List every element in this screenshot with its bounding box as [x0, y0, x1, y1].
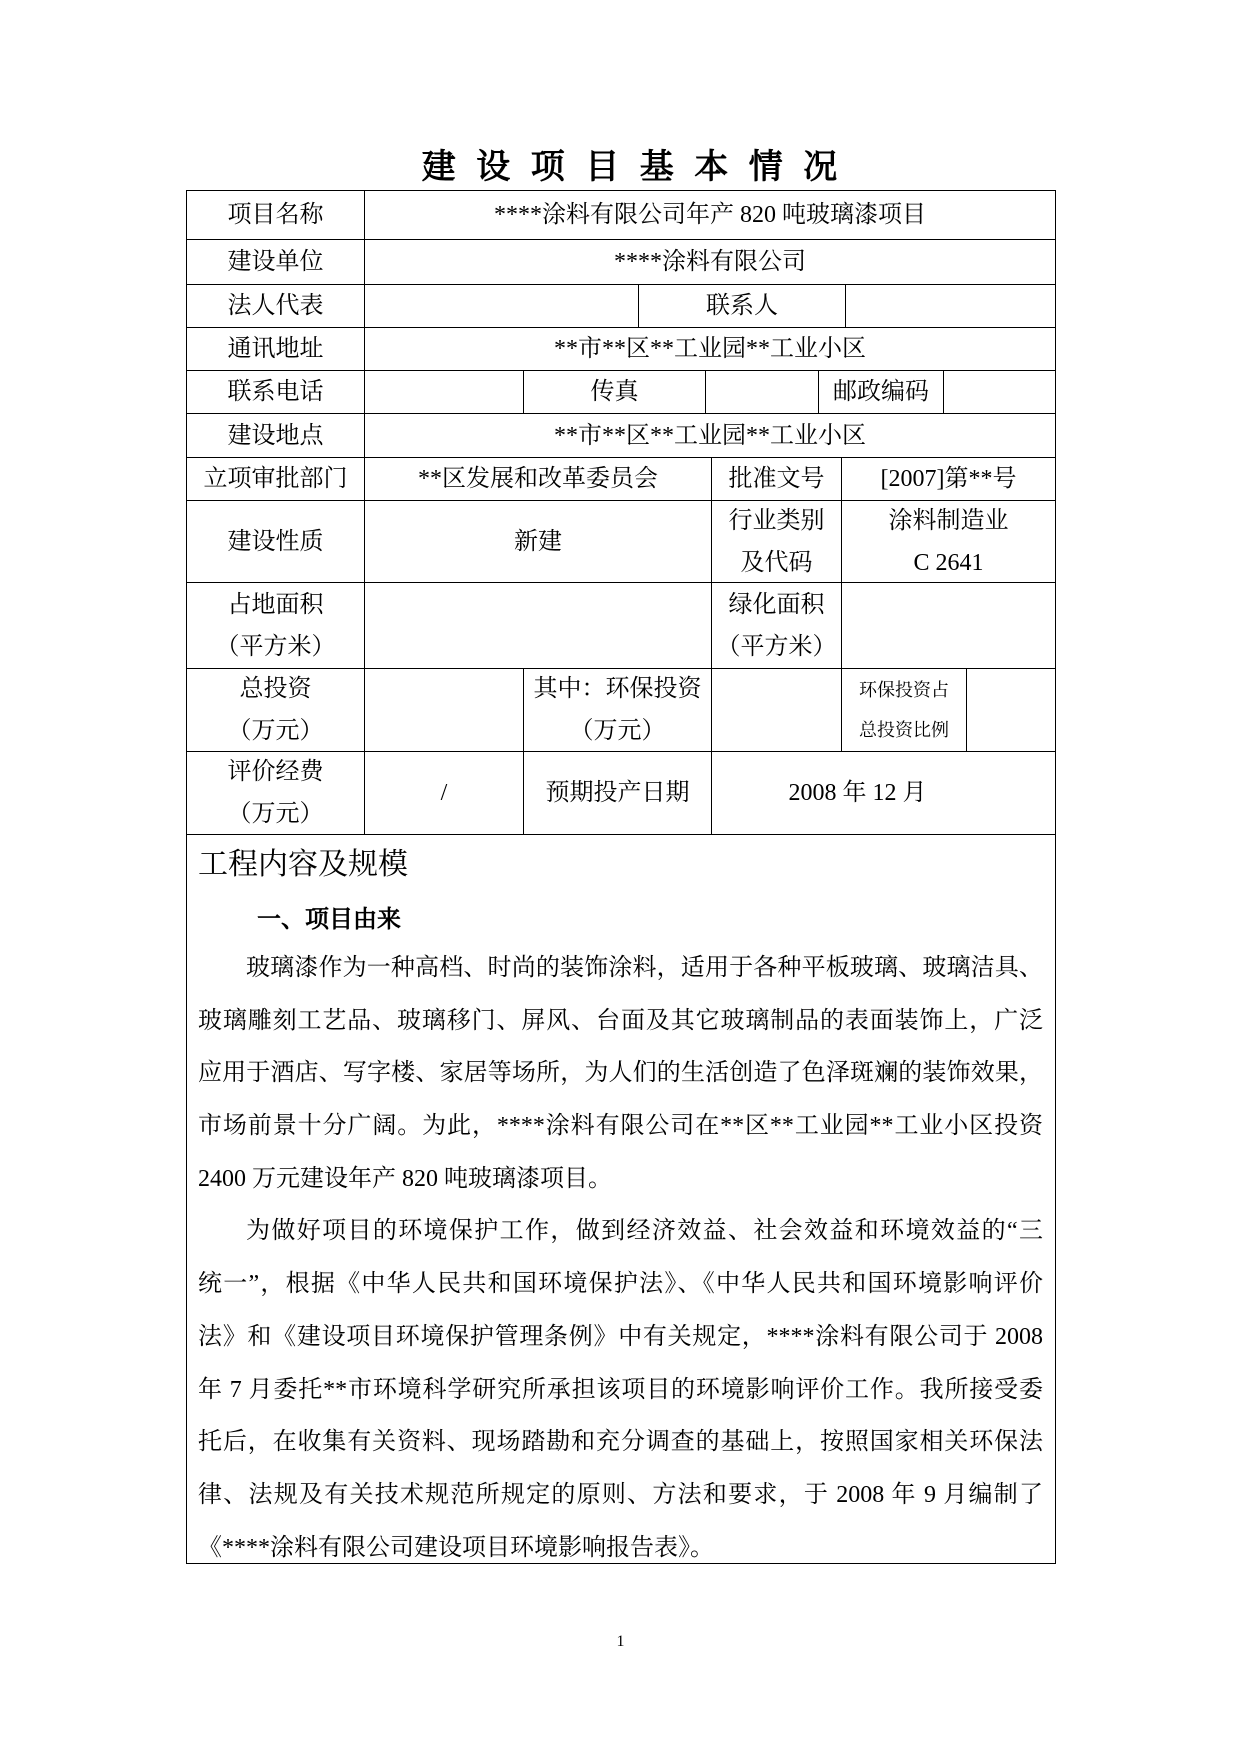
legal-representative-label: 法人代表	[186, 284, 365, 328]
expected-production-date-label: 预期投产日期	[523, 751, 712, 835]
green-area-value	[841, 582, 1056, 669]
industry-category-value	[841, 500, 1056, 583]
paragraph-2-line-1: 为做好项目的环境保护工作，做到经济效益、社会效益和环境效益的“三	[246, 1218, 1043, 1245]
contact-person-label: 联系人	[638, 284, 846, 328]
mailing-address-value: **市**区**工业园**工业小区	[364, 327, 1056, 371]
paragraph-1-line-3: 应用于酒店、写字楼、家居等场所，为人们的生活创造了色泽斑斓的装饰效果，	[198, 1060, 1043, 1087]
assessment-fee-label-line-2: （万元）	[227, 801, 324, 827]
contact-person-value	[845, 284, 1056, 328]
environmental-investment-ratio-label-line-2: 总投资比例	[859, 720, 949, 740]
environmental-investment-ratio-label	[841, 668, 967, 752]
construction-nature-label: 建设性质	[186, 500, 365, 583]
section-title: 一、项目由来	[257, 907, 401, 933]
assessment-fee-label-line-1: 评价经费	[227, 759, 324, 785]
paragraph-2-line-4: 年 7 月委托**市环境科学研究所承担该项目的环境影响评价工作。我所接受委	[198, 1376, 1043, 1403]
industry-category-label	[711, 500, 842, 583]
content-heading: 工程内容及规模	[198, 848, 408, 881]
mailing-address-label: 通讯地址	[186, 327, 365, 371]
construction-unit-value: ****涂料有限公司	[364, 239, 1056, 285]
assessment-fee-label	[186, 751, 365, 835]
paragraph-1-line-2: 玻璃雕刻工艺品、玻璃移门、屏风、台面及其它玻璃制品的表面装饰上，广泛	[198, 1007, 1043, 1034]
postal-code-label: 邮政编码	[818, 370, 944, 414]
industry-code: C 2641	[913, 549, 984, 576]
project-content-cell	[186, 834, 1056, 1564]
paragraph-2-line-5: 托后，在收集有关资料、现场踏勘和充分调查的基础上，按照国家相关环保法	[198, 1429, 1043, 1456]
project-name-value: ****涂料有限公司年产 820 吨玻璃漆项目	[364, 190, 1056, 240]
expected-production-date-value: 2008 年 12 月	[711, 751, 1056, 835]
industry-category-label-line-2: 及代码	[740, 549, 813, 576]
green-area-label	[711, 582, 842, 669]
phone-value	[364, 370, 524, 414]
total-investment-label-line-2: （万元）	[227, 718, 324, 744]
industry-name: 涂料制造业	[888, 507, 1009, 534]
construction-site-value: **市**区**工业园**工业小区	[364, 413, 1056, 458]
industry-category-label-line-1: 行业类别	[728, 507, 825, 534]
paragraph-2-line-7: 《****涂料有限公司建设项目环境影响报告表》。	[198, 1534, 714, 1561]
project-name-label: 项目名称	[186, 190, 365, 240]
legal-representative-value	[364, 284, 639, 328]
paragraph-1-line-4: 市场前景十分广阔。为此，****涂料有限公司在**区**工业园**工业小区投资	[198, 1113, 1043, 1140]
land-area-label	[186, 582, 365, 669]
total-investment-label	[186, 668, 365, 752]
approval-department-label: 立项审批部门	[186, 457, 365, 501]
body-text	[198, 942, 1043, 1574]
postal-code-value	[943, 370, 1056, 414]
environmental-investment-label-line-2: （万元）	[569, 718, 666, 744]
construction-unit-label: 建设单位	[186, 239, 365, 285]
total-investment-value	[364, 668, 524, 752]
land-area-label-line-2: （平方米）	[215, 633, 336, 660]
paragraph-2-line-2: 统一”，根据《中华人民共和国环境保护法》、《中华人民共和国环境影响评价	[198, 1271, 1043, 1298]
approval-number-label: 批准文号	[711, 457, 842, 501]
paragraph-2-line-6: 律、法规及有关技术规范所规定的原则、方法和要求，于 2008 年 9 月编制了	[198, 1481, 1043, 1508]
environmental-investment-value	[711, 668, 842, 752]
environmental-investment-ratio-value	[966, 668, 1056, 752]
environmental-investment-label-line-1: 其中：环保投资	[533, 676, 702, 702]
construction-site-label: 建设地点	[186, 413, 365, 458]
page-title: 建 设 项 目 基 本 情 况	[421, 149, 844, 186]
fax-label: 传真	[523, 370, 706, 414]
fax-value	[705, 370, 819, 414]
environmental-investment-label	[523, 668, 712, 752]
assessment-fee-value: /	[364, 751, 524, 835]
environmental-investment-ratio-label-line-1: 环保投资占	[859, 680, 949, 700]
paragraph-1-line-5: 2400 万元建设年产 820 吨玻璃漆项目。	[198, 1165, 612, 1192]
land-area-value	[364, 582, 712, 669]
paragraph-2-line-3: 法》和《建设项目环境保护管理条例》中有关规定，****涂料有限公司于 2008	[198, 1323, 1043, 1350]
approval-department-value: **区发展和改革委员会	[364, 457, 712, 501]
land-area-label-line-1: 占地面积	[227, 591, 324, 618]
green-area-label-line-2: （平方米）	[716, 633, 837, 660]
phone-label: 联系电话	[186, 370, 365, 414]
green-area-label-line-1: 绿化面积	[728, 591, 825, 618]
paragraph-1-line-1: 玻璃漆作为一种高档、时尚的装饰涂料，适用于各种平板玻璃、玻璃洁具、	[246, 955, 1043, 981]
total-investment-label-line-1: 总投资	[239, 676, 312, 702]
page-number: 1	[616, 1633, 625, 1650]
construction-nature-value: 新建	[364, 500, 712, 583]
approval-number-value: [2007]第**号	[841, 457, 1056, 501]
